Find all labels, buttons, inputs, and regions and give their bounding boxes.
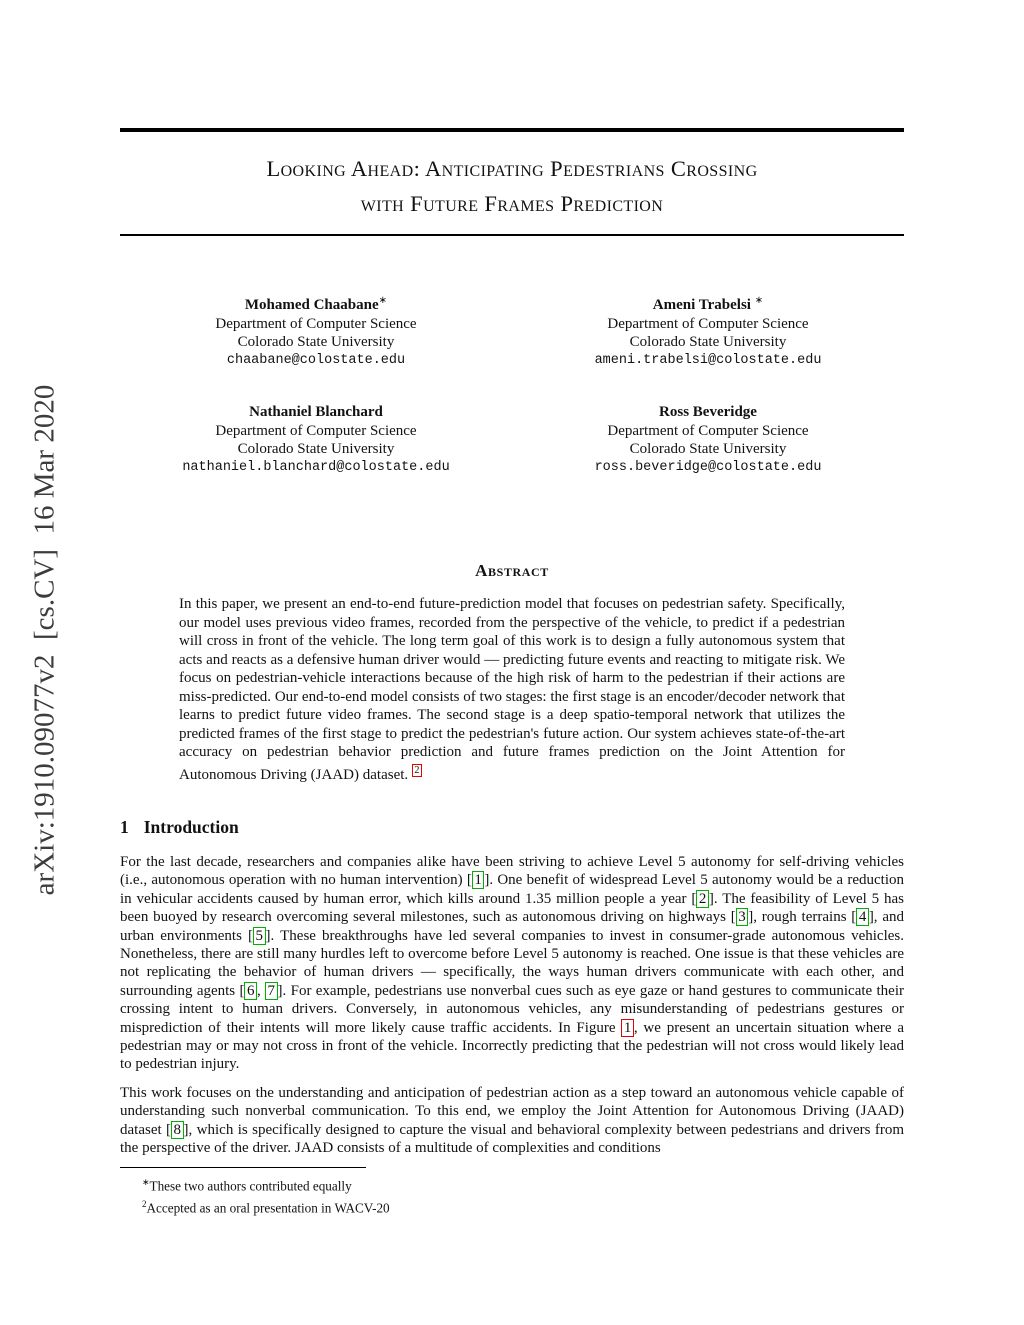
author-name: Nathaniel Blanchard [249, 404, 383, 420]
citation-ref[interactable]: 1 [472, 871, 485, 889]
intro-paragraph-1: For the last decade, researchers and companies alike have been striving to achieve Level 5 autonomy for self-driving vehicles (i.e., autonomous operation with no human intervention) [ 1 ]. One benefit of widespread Level 5 autonomy would be a reduction in vehicular accidents caused by human error, which kills around 1.35 million people a year [ 2 ]. The feasibility of Level 5 has been buoyed by research overcoming several milestones, such as autonomous driving on highways [ 3 ], rough terrains [ 4 ], and urban environments [ 5 ]. These breakthroughs have led several companies to invest in consumer-grade autonomous vehicles. Nonetheless, there are still many hurdles left to overcome before Level 5 autonomy is reached. One issue is that these vehicles are not replicating the behavior of human drivers — specifically, the ways human drivers communicate with each other, and surrounding agents [ 6 , 7 ]. For example, pedestrians use nonverbal cues such as eye gaze or hand gestures to communicate their crossing intent to human drivers. Conversely, in autonomous vehicles, any misunderstanding of pedestrians gestures or misprediction of their intents will more likely cause traffic accidents. In Figure 1 , we present an uncertain situation where a pedestrian may or may not cross in front of the vehicle. Incorrectly predicting that the pedestrian will not cross would likely lead to pedestrian injury. [120, 854, 905, 1073]
section-title: Introduction [143, 817, 239, 837]
intro-paragraph-2: This work focuses on the understanding and anticipation of pedestrian action as a step toward an autonomous vehicle capable of understanding such nonverbal communication. To this end, we employ the Joint Attention for Autonomous Driving (JAAD) dataset [ 8 ], which is specifically designed to capture the visual and behavioral complexity between pedestrians and drivers from the perspective of the driver. JAAD consists of a multitude of complexities and conditions [120, 1084, 905, 1157]
footnote-mark: 2 [142, 1199, 147, 1210]
author-university: Colorado State University [629, 441, 787, 457]
paper-title [120, 151, 904, 221]
author-name-row [512, 292, 904, 315]
author-email: nathaniel.blanchard@colostate.edu [182, 459, 450, 475]
author-department: Department of Computer Science [215, 422, 417, 439]
title-rule-bottom [120, 234, 904, 236]
abstract-heading: Abstract [475, 561, 549, 580]
footnote-item [120, 1173, 904, 1196]
author-card [120, 399, 512, 477]
author-name-row [512, 399, 904, 422]
arxiv-watermark: arXiv:1910.09077v2 [cs.CV] 16 Mar 2020 [28, 384, 61, 896]
author-name: Ross Beveridge [659, 404, 757, 420]
footnote-text: Accepted as an oral presentation in WACV-20 [146, 1200, 390, 1216]
paper-content [120, 0, 904, 1218]
title-rule-top [120, 128, 904, 132]
author-name-row [120, 292, 512, 315]
section-number: 1 [120, 817, 129, 837]
author-card [120, 292, 512, 370]
figure-ref[interactable]: 2 [412, 764, 422, 777]
footnote-text: These two authors contributed equally [149, 1177, 352, 1193]
paper-title-line2: with Future Frames Prediction [360, 191, 664, 216]
citation-ref[interactable]: 8 [171, 1121, 184, 1139]
author-mark: ∗ [378, 295, 388, 306]
paper-title-line1: Looking Ahead: Anticipating Pedestrians Crossing [266, 156, 758, 181]
footnote-rule [120, 1167, 366, 1168]
author-department: Department of Computer Science [607, 315, 809, 332]
citation-ref[interactable]: 7 [265, 982, 278, 1000]
citation-ref[interactable]: 2 [696, 890, 709, 908]
author-email: ross.beveridge@colostate.edu [594, 459, 822, 475]
footnotes-area [120, 1167, 904, 1219]
citation-ref[interactable]: 4 [856, 908, 869, 926]
author-department: Department of Computer Science [215, 315, 417, 332]
author-university: Colorado State University [237, 441, 395, 457]
footnote-item [120, 1195, 904, 1218]
abstract-section [120, 561, 904, 784]
author-mark: ∗ [754, 295, 764, 306]
footnote-mark: ∗ [142, 1176, 150, 1187]
abstract-text: In this paper, we present an end-to-end future-prediction model that focuses on pedestrian safety. Specifically, our model uses previous video frames, recorded from the perspective of the vehicle, to predict if a pedestrian will cross in front of the vehicle. The long term goal of this work is to design a fully autonomous system that acts and reacts as a defensive human driver would — predicting future events and reacting to mitigate risk. We focus on pedestrian-vehicle interactions because of the high risk of harm to the pedestrian if their actions are miss-predicted. Our end-to-end model consists of two stages: the first stage is an encoder/decoder network that learns to predict future video frames. The second stage is a deep spatio-temporal network that utilizes the predicted frames of the first stage to predict the pedestrian's future action. Our system achieves state-of-the-art accuracy on pedestrian behavior prediction and future frames prediction on the Joint Attention for Autonomous Driving (JAAD) dataset. $^2$ [179, 596, 845, 783]
author-department: Department of Computer Science [607, 422, 809, 439]
citation-ref[interactable]: 3 [736, 908, 749, 926]
author-name: Ameni Trabelsi [652, 297, 751, 313]
figure-ref[interactable]: 1 [621, 1019, 634, 1037]
author-name-row [120, 399, 512, 422]
authors-grid [120, 292, 904, 477]
author-name: Mohamed Chaabane [244, 297, 379, 313]
author-card [512, 292, 904, 370]
citation-ref[interactable]: 5 [253, 927, 266, 945]
author-email: ameni.trabelsi@colostate.edu [594, 352, 822, 368]
author-card [512, 399, 904, 477]
citation-ref[interactable]: 6 [244, 982, 257, 1000]
author-university: Colorado State University [629, 334, 787, 350]
author-university: Colorado State University [237, 334, 395, 350]
section-heading-introduction [120, 817, 904, 838]
author-email: chaabane@colostate.edu [226, 352, 406, 368]
